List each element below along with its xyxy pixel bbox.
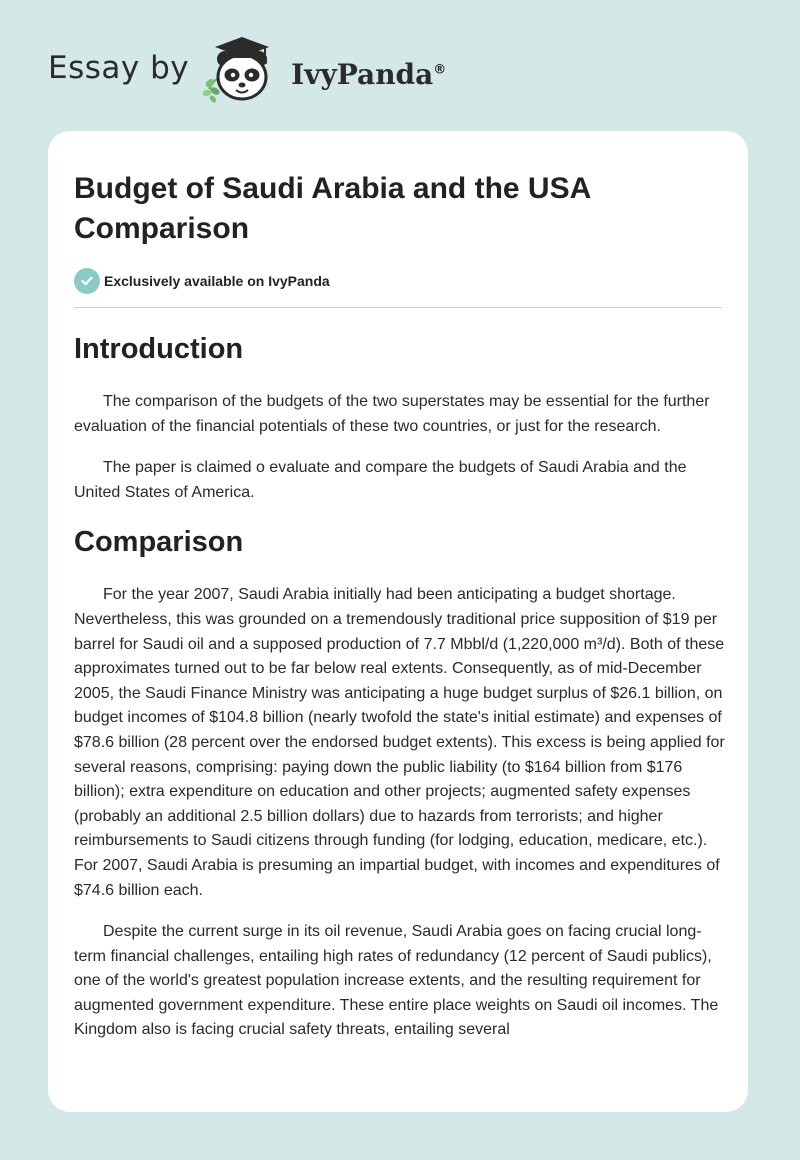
exclusive-badge <box>74 267 722 295</box>
paragraph: For the year 2007, Saudi Arabia initially had been anticipating a budget shortage. Nevertheless, this was grounded on a tremendously traditional price supposition of $19 per barrel for Saudi oil and a supposed production of 7.7 Mbbl/d (1,220,000 m³/d). Both of these approximates turned out to be far below real extents. Consequently, as of mid-December 2005, the Saudi Finance Ministry was anticipating a huge budget surplus of $26.1 billion, on budget incomes of $104.8 billion (nearly twofold the state's initial estimate) and expenses of $78.6 billion (28 percent over the endorsed budget extents). This excess is being applied for several reasons, comprising: paying down the public liability (to $164 billion from $176 billion); extra expenditure on education and other projects; augmented safety expenses (probably an additional 2.5 billion dollars) due to hazards from terrorists; and higher reimbursements to Saudi citizens through funding (for lodging, education, medicare, etc.). For 2007, Saudi Arabia is presuming an impartial budget, with incomes and expenditures of $74.6 billion each. <box>74 586 725 899</box>
paragraph: The paper is claimed o evaluate and compare the budgets of Saudi Arabia and the United States of America. <box>74 459 687 501</box>
section-heading-comparison: Comparison <box>74 526 244 559</box>
site-header <box>48 30 446 110</box>
paragraph: Despite the current surge in its oil revenue, Saudi Arabia goes on facing crucial long-term financial challenges, entailing high rates of redundancy (12 percent of Saudi publics), one of the world's greatest population increase extents, and the resulting requirement for augmented government expenditure. These entire place weights on Saudi oil incomes. The Kingdom also is facing crucial safety threats, entailing several <box>74 923 719 1039</box>
brand-name-text: IvyPanda <box>291 57 434 91</box>
paragraph: The comparison of the budgets of the two superstates may be essential for the further evaluation of the financial potentials of these two countries, or just for the research. <box>74 393 710 435</box>
exclusive-label: Exclusively available on IvyPanda <box>104 273 330 289</box>
check-icon <box>74 268 100 294</box>
brand-prefix: Essay by <box>48 50 190 86</box>
panda-logo-icon[interactable] <box>199 31 285 109</box>
section-heading-introduction: Introduction <box>74 333 244 365</box>
brand-name[interactable] <box>291 58 446 91</box>
page-title: Budget of Saudi Arabia and the USA Comparison <box>74 172 591 245</box>
registered-mark: ® <box>433 62 447 78</box>
essay-card <box>48 131 748 1112</box>
divider <box>74 307 722 308</box>
